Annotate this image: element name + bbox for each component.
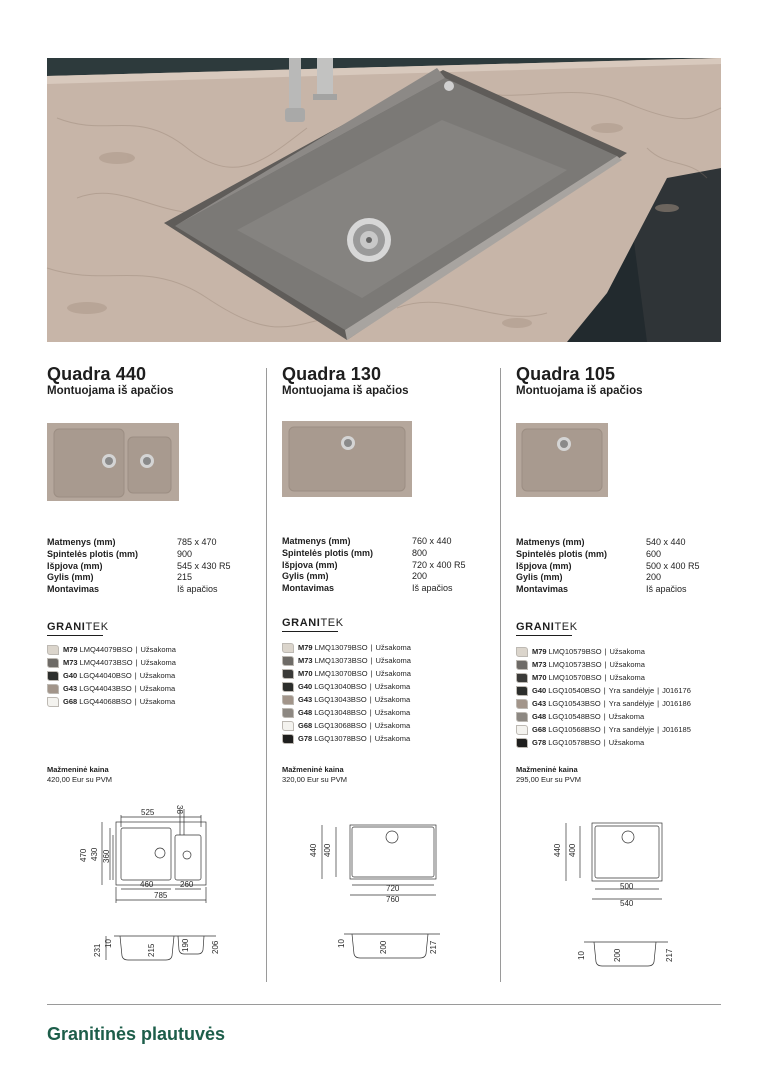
availability: Užsakoma [609, 673, 645, 682]
color-option: G43 LGQ10543BSO | Yra sandėlyje | J016186 [516, 697, 731, 710]
availability: Užsakoma [139, 697, 176, 706]
color-option: G48 LGQ13048BSO | Užsakoma [282, 706, 497, 719]
color-option: G40 LGQ10540BSO | Yra sandėlyje | J016176 [516, 684, 731, 697]
article-number: LGQ44068BSO [79, 697, 132, 706]
color-swatch [516, 686, 528, 696]
availability: Yra sandėlyje [608, 699, 655, 708]
spec-row [282, 536, 497, 548]
spec-table [516, 537, 731, 596]
dimension-drawing-top [550, 815, 680, 910]
color-code: G40 [298, 682, 313, 691]
article-number: LGQ13048BSO [314, 708, 367, 717]
product-quadra-440 [47, 364, 262, 399]
availability: Užsakoma [374, 682, 411, 691]
availability: Užsakoma [608, 712, 645, 721]
spec-row [516, 572, 731, 584]
brand-underline [47, 635, 103, 636]
article-number: LGQ13040BSO [314, 682, 367, 691]
color-option: M73 LMQ44073BSO | Užsakoma [47, 656, 262, 669]
color-option: G68 LGQ13068BSO | Užsakoma [282, 719, 497, 732]
spec-label: Matmenys (mm) [282, 536, 351, 546]
spec-value: 785 x 470 [177, 537, 217, 547]
color-swatch [282, 669, 294, 679]
color-swatch [282, 682, 294, 692]
product-thumbnail [516, 423, 608, 497]
spec-row [47, 549, 262, 561]
color-option: G40 LGQ13040BSO | Užsakoma [282, 680, 497, 693]
color-option: G68 LGQ44068BSO | Užsakoma [47, 695, 262, 708]
article-number: LGQ13078BSO [314, 734, 367, 743]
spec-row [516, 561, 731, 573]
dim-label: 190 [181, 938, 190, 952]
availability: Užsakoma [140, 645, 176, 654]
price-value: 420,00 Eur su PVM [47, 775, 113, 784]
brand-part1: GRANI [47, 621, 86, 633]
spec-value: 540 x 440 [646, 537, 686, 547]
color-list [282, 641, 497, 745]
product-subtitle: Montuojama iš apačios [282, 385, 409, 397]
dimension-drawing-side [86, 930, 226, 970]
availability: Užsakoma [375, 643, 411, 652]
availability: Užsakoma [609, 647, 645, 656]
color-code: G78 [532, 738, 547, 747]
dim-label: 200 [613, 948, 622, 962]
color-code: G48 [298, 708, 313, 717]
color-swatch [282, 721, 294, 731]
color-swatch [516, 712, 528, 722]
spec-value: Iš apačios [412, 583, 453, 594]
article-number: LGQ13043BSO [314, 695, 367, 704]
availability: Užsakoma [375, 656, 411, 665]
color-list [47, 643, 262, 708]
color-swatch [516, 725, 528, 735]
color-code: G78 [298, 734, 313, 743]
color-option: G43 LGQ44043BSO | Užsakoma [47, 682, 262, 695]
product-thumbnail [282, 421, 412, 497]
stock-code: J016176 [662, 686, 691, 695]
spec-value: 720 x 400 R5 [412, 559, 466, 570]
article-number: LMQ10570BSO [548, 673, 602, 682]
brand-underline [282, 631, 338, 632]
color-swatch [516, 673, 528, 683]
color-option: M70 LMQ13070BSO | Užsakoma [282, 667, 497, 680]
availability: Yra sandėlyje [608, 686, 655, 695]
brand-underline [516, 635, 572, 636]
spec-row [282, 560, 497, 572]
article-number: LGQ10543BSO [548, 699, 601, 708]
color-option: G68 LGQ10568BSO | Yra sandėlyje | J016185 [516, 723, 731, 736]
spec-row [47, 561, 262, 573]
dim-label: 360 [102, 849, 111, 863]
spec-row [282, 583, 497, 595]
price-value: 320,00 Eur su PVM [282, 775, 348, 784]
granitek-logo [47, 621, 109, 635]
spec-label: Gylis (mm) [516, 572, 563, 583]
color-swatch [47, 671, 59, 681]
product-subtitle: Montuojama iš apačios [47, 385, 174, 397]
color-code: G68 [63, 697, 78, 706]
spec-value: 800 [412, 547, 428, 558]
spec-label: Montavimas [47, 584, 100, 595]
availability: Užsakoma [374, 721, 411, 730]
color-code: G40 [532, 686, 547, 695]
color-swatch [282, 734, 294, 744]
product-quadra-105 [516, 364, 731, 399]
article-number: LGQ10568BSO [548, 725, 601, 734]
article-number: LGQ44040BSO [79, 671, 132, 680]
color-code: M70 [298, 669, 313, 678]
spec-table [47, 537, 262, 596]
product-title: Quadra 105 [516, 364, 616, 384]
article-number: LGQ44043BSO [79, 684, 132, 693]
product-quadra-130 [282, 364, 497, 399]
color-option: G78 LGQ10578BSO | Užsakoma [516, 736, 731, 749]
dim-label: 231 [93, 943, 102, 957]
spec-value: 200 [412, 571, 428, 582]
color-code: G68 [298, 721, 313, 730]
color-swatch [47, 697, 59, 707]
spec-label: Montavimas [282, 583, 335, 594]
stock-code: J016186 [662, 699, 691, 708]
price-label: Mažmeninė kaina [516, 765, 578, 774]
color-swatch [282, 643, 294, 653]
dim-label: 200 [379, 940, 388, 954]
dim-label: 217 [665, 948, 674, 962]
article-number: LGQ13068BSO [314, 721, 367, 730]
spec-value: 760 x 440 [412, 536, 452, 546]
granitek-logo [282, 617, 344, 631]
stock-code: J016185 [662, 725, 691, 734]
spec-value: 500 x 400 R5 [646, 560, 700, 571]
dim-label: 785 [154, 891, 168, 900]
dim-label: 460 [140, 880, 154, 889]
brand-part1: GRANI [516, 621, 555, 633]
footer-divider [47, 1004, 721, 1005]
color-swatch [516, 647, 528, 657]
color-swatch [516, 660, 528, 670]
spec-value: 545 x 430 R5 [177, 560, 231, 571]
brand-part1: GRANI [282, 617, 321, 629]
dim-label: 760 [386, 895, 400, 904]
color-swatch [282, 708, 294, 718]
product-thumbnail [47, 423, 179, 501]
price-block [282, 765, 347, 785]
article-number: LMQ13079BSO [314, 643, 368, 652]
dim-label: 260 [180, 880, 194, 889]
brand-part2: TEK [85, 621, 109, 633]
spec-row [516, 584, 731, 596]
spec-label: Matmenys (mm) [516, 537, 585, 547]
color-code: G48 [532, 712, 547, 721]
product-title: Quadra 440 [47, 364, 147, 384]
color-code: G68 [532, 725, 547, 734]
dimension-drawing-side [330, 926, 450, 962]
color-swatch [282, 695, 294, 705]
availability: Yra sandėlyje [608, 725, 655, 734]
spec-row [47, 572, 262, 584]
spec-value: 900 [177, 548, 193, 559]
dimension-drawing-top [76, 805, 226, 905]
dim-label: 440 [309, 843, 318, 857]
color-option: G40 LGQ44040BSO | Užsakoma [47, 669, 262, 682]
article-number: LMQ44079BSO [79, 645, 133, 654]
price-block [516, 765, 581, 785]
article-number: LGQ10578BSO [548, 738, 601, 747]
color-option: G48 LGQ10548BSO | Užsakoma [516, 710, 731, 723]
dimension-drawing-side [572, 934, 682, 970]
spec-value: 600 [646, 548, 662, 559]
spec-value: 200 [646, 572, 662, 583]
dim-label: 400 [323, 843, 332, 857]
footer-title: Granitinės plautuvės [47, 1024, 226, 1044]
availability: Užsakoma [375, 669, 411, 678]
brand-part2: TEK [554, 621, 578, 633]
color-option: M73 LMQ13073BSO | Užsakoma [282, 654, 497, 667]
color-code: M73 [298, 656, 313, 665]
spec-label: Matmenys (mm) [47, 537, 116, 547]
spec-row [282, 548, 497, 560]
article-number: LGQ10540BSO [548, 686, 601, 695]
spec-row [516, 537, 731, 549]
availability: Užsakoma [139, 671, 176, 680]
hero-image [47, 58, 721, 342]
color-code: M73 [63, 658, 78, 667]
spec-value: Iš apačios [177, 584, 218, 595]
color-option: M70 LMQ10570BSO | Užsakoma [516, 671, 731, 684]
color-option: G43 LGQ13043BSO | Užsakoma [282, 693, 497, 706]
availability: Užsakoma [374, 695, 411, 704]
spec-row [47, 584, 262, 596]
price-value: 295,00 Eur su PVM [516, 775, 582, 784]
dim-label: 540 [620, 899, 634, 908]
product-subtitle: Montuojama iš apačios [516, 385, 643, 397]
spec-label: Išpjova (mm) [516, 560, 572, 571]
spec-row [282, 571, 497, 583]
color-code: G40 [63, 671, 78, 680]
dim-label: 525 [141, 808, 155, 817]
color-option: M79 LMQ10579BSO | Užsakoma [516, 645, 731, 658]
spec-value: 215 [177, 572, 193, 583]
color-swatch [516, 699, 528, 709]
availability: Užsakoma [374, 708, 411, 717]
article-number: LMQ13070BSO [314, 669, 368, 678]
granitek-logo [516, 621, 578, 635]
dim-label: 206 [211, 940, 220, 954]
spec-table [282, 536, 497, 595]
color-code: G43 [63, 684, 78, 693]
spec-label: Spintelės plotis (mm) [282, 547, 374, 558]
color-swatch [47, 684, 59, 694]
color-code: M79 [532, 647, 547, 656]
spec-label: Spintelės plotis (mm) [516, 548, 608, 559]
spec-label: Montavimas [516, 584, 569, 595]
article-number: LMQ13073BSO [314, 656, 368, 665]
article-number: LMQ10579BSO [548, 647, 602, 656]
spec-label: Spintelės plotis (mm) [47, 548, 139, 559]
brand-part2: TEK [320, 617, 344, 629]
spec-label: Išpjova (mm) [47, 560, 103, 571]
availability: Užsakoma [608, 738, 645, 747]
article-number: LMQ44073BSO [79, 658, 133, 667]
color-code: G43 [298, 695, 313, 704]
color-option: M79 LMQ13079BSO | Užsakoma [282, 641, 497, 654]
dim-label: 500 [620, 882, 634, 891]
availability: Užsakoma [374, 734, 411, 743]
spec-value: Iš apačios [646, 584, 687, 595]
availability: Užsakoma [139, 684, 176, 693]
availability: Užsakoma [609, 660, 645, 669]
price-block [47, 765, 112, 785]
dim-label: 400 [568, 843, 577, 857]
color-code: M70 [532, 673, 547, 682]
availability: Užsakoma [140, 658, 176, 667]
color-code: M79 [63, 645, 78, 654]
spec-label: Gylis (mm) [282, 571, 329, 582]
color-swatch [516, 738, 528, 748]
dim-label: 215 [147, 943, 156, 957]
spec-row [47, 537, 262, 549]
color-option: G78 LGQ13078BSO | Užsakoma [282, 732, 497, 745]
spec-row [516, 549, 731, 561]
color-code: G43 [532, 699, 547, 708]
dim-label: 470 [79, 848, 88, 862]
price-label: Mažmeninė kaina [282, 765, 344, 774]
column-divider [266, 368, 267, 982]
color-swatch [47, 658, 59, 668]
dim-label: 217 [429, 940, 438, 954]
color-list [516, 645, 731, 749]
color-option: M73 LMQ10573BSO | Užsakoma [516, 658, 731, 671]
column-divider [500, 368, 501, 982]
dim-label: 38 [175, 805, 184, 814]
color-code: M79 [298, 643, 313, 652]
dim-label: 720 [386, 884, 400, 893]
dim-label: 440 [553, 843, 562, 857]
spec-label: Išpjova (mm) [282, 559, 338, 570]
dim-label: 10 [577, 951, 586, 960]
dim-label: 430 [90, 847, 99, 861]
product-title: Quadra 130 [282, 364, 382, 384]
color-option: M79 LMQ44079BSO | Užsakoma [47, 643, 262, 656]
dim-label: 10 [104, 939, 113, 948]
price-label: Mažmeninė kaina [47, 765, 109, 774]
article-number: LMQ10573BSO [548, 660, 602, 669]
dim-label: 10 [337, 939, 346, 948]
color-swatch [282, 656, 294, 666]
spec-label: Gylis (mm) [47, 572, 94, 583]
dimension-drawing-top [310, 815, 450, 905]
article-number: LGQ10548BSO [548, 712, 601, 721]
color-swatch [47, 645, 59, 655]
color-code: M73 [532, 660, 547, 669]
